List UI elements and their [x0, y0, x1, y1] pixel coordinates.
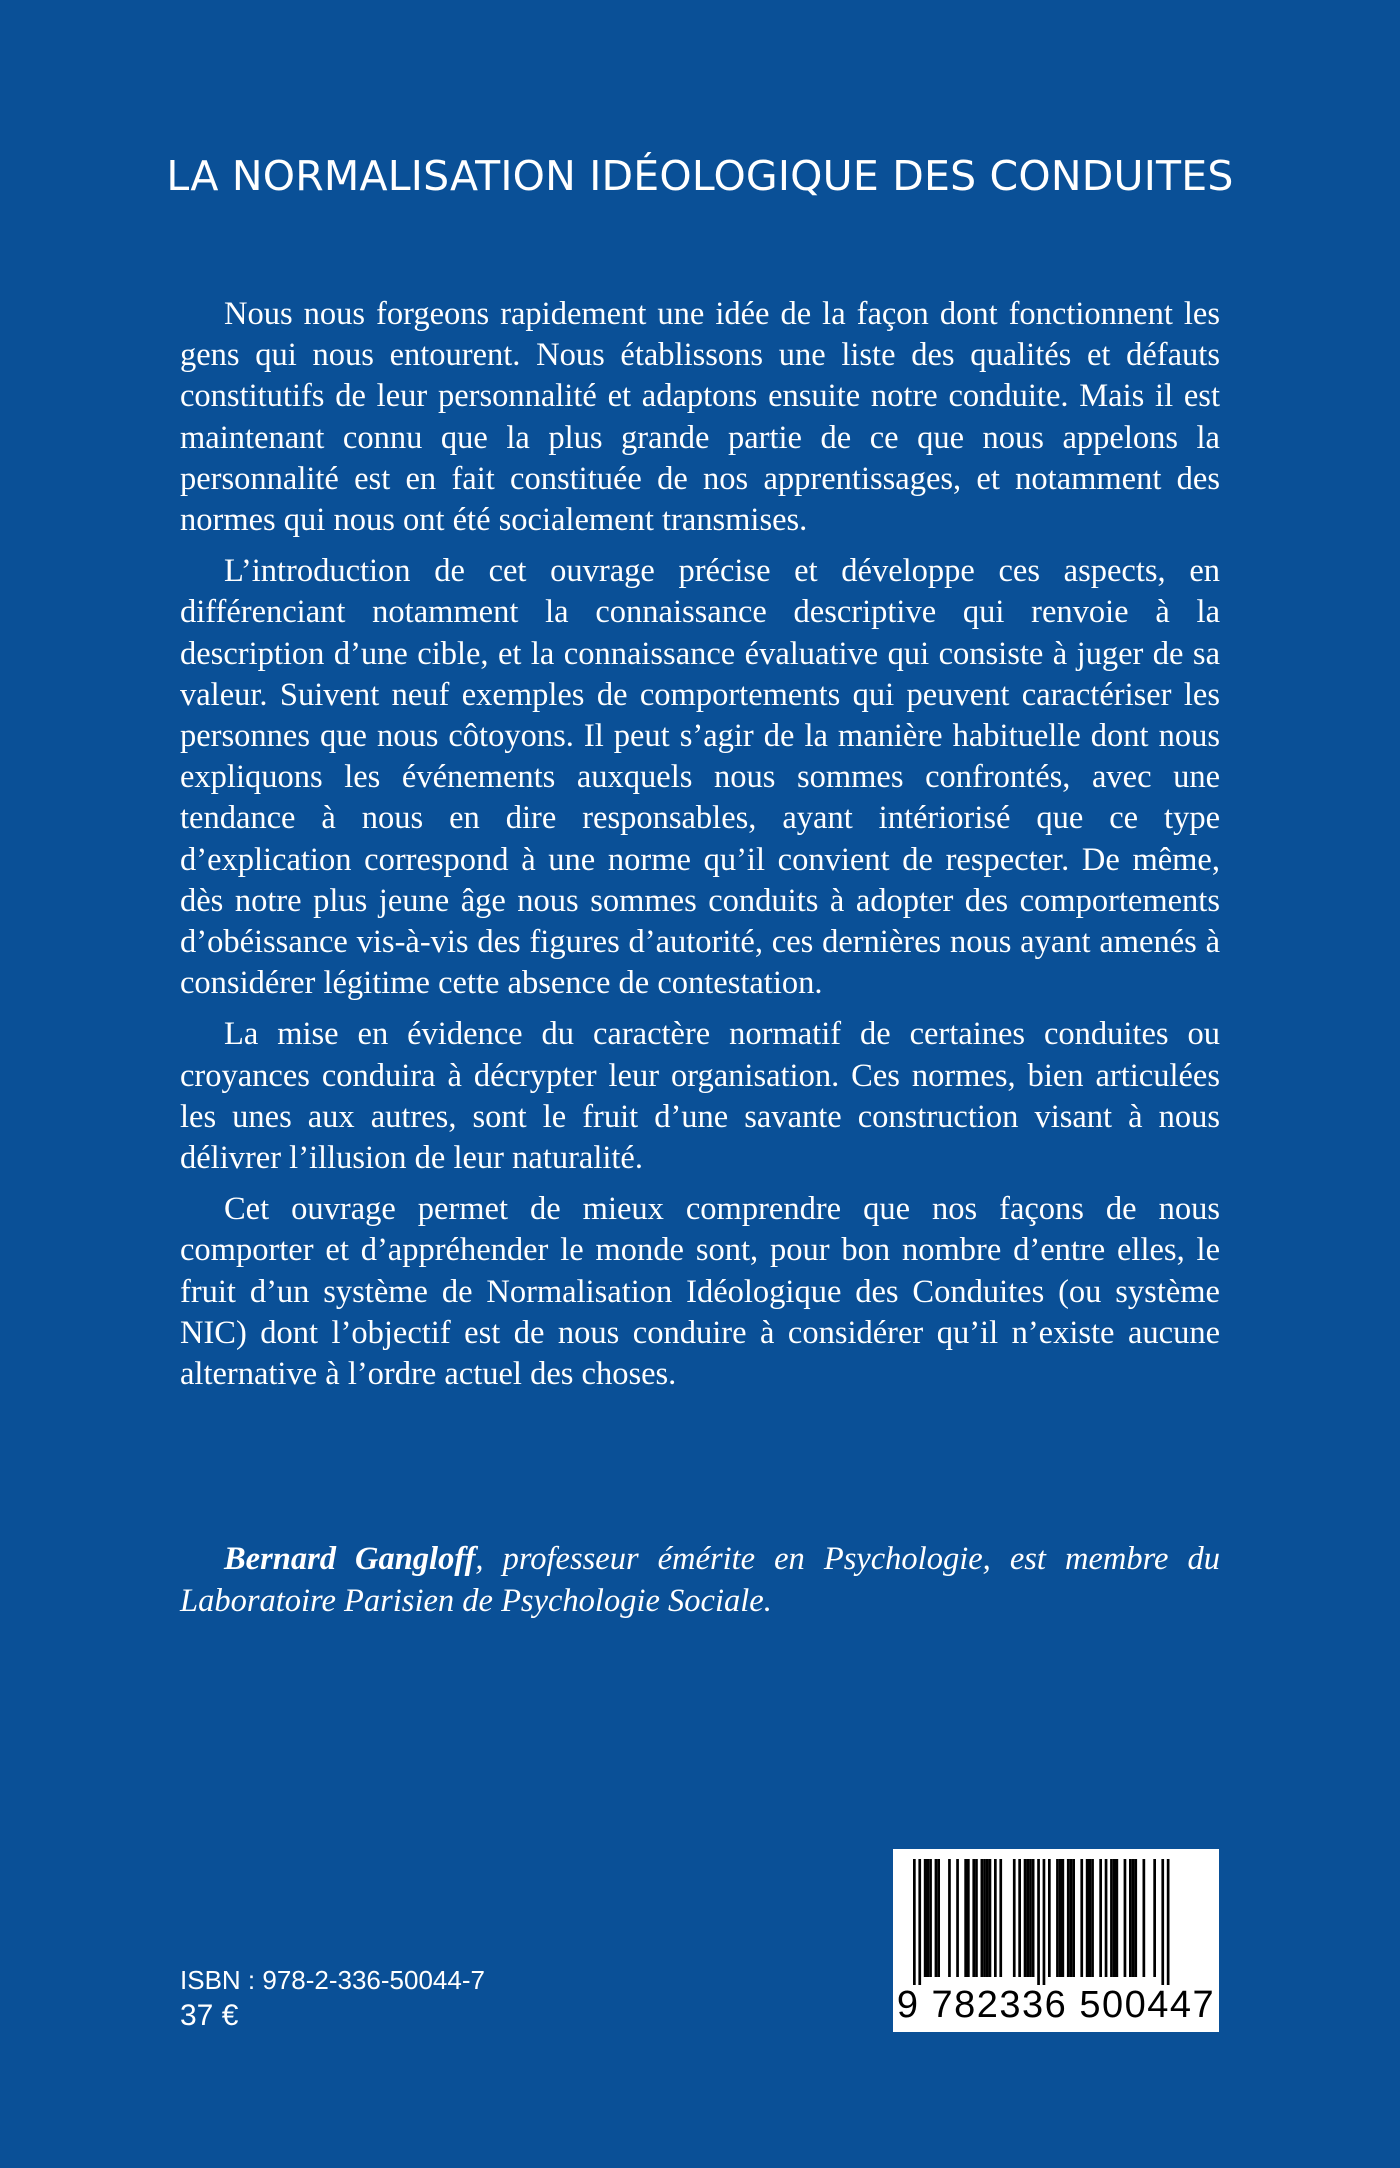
- barcode-bar: [1105, 1859, 1108, 1977]
- barcode-bar: [929, 1859, 932, 1977]
- barcode-bar: [981, 1859, 984, 1977]
- barcode-bar: [967, 1859, 970, 1977]
- isbn-label: ISBN : 978-2-336-50044-7: [180, 1965, 485, 1995]
- barcode-bar: [1043, 1859, 1046, 1985]
- author-bio: , professeur émérite en Psychologie, est membre du Laboratoire Parisien de Psychologie Sociale.: [180, 1541, 1221, 1619]
- barcode-bar: [1024, 1859, 1027, 1977]
- barcode-bar: [1080, 1859, 1083, 1977]
- barcode-bar: [1070, 1859, 1073, 1977]
- barcode-bar: [1110, 1859, 1113, 1977]
- barcode-bar: [1067, 1859, 1070, 1977]
- barcode-bar: [927, 1859, 930, 1977]
- barcode-bar: [948, 1859, 951, 1977]
- blurb-paragraph-4: Cet ouvrage permet de mieux comprendre que nos façons de nous comporter et d’appréhender le monde sont, pour bon nombre d’entre elles, le fruit d’un système de Normalisation Idéologique des Conduites (ou système NIC) dont l’objectif est de nous conduire à considérer qu’il n’existe aucune alternative à l’ordre actuel des choses.: [180, 1191, 1220, 1393]
- blurb-paragraph-2: L’introduction de cet ouvrage précise et développe ces aspects, en différenciant notamment la connaissance descriptive qui renvoie à la description d’une cible, et la connaissance évaluative qui consiste à juger de sa valeur. Suivent neuf exemples de comportements qui peuvent caractériser les personnes que nous côtoyons. Il peut s’agir de la manière habituelle dont nous expliquons les événements auxquels nous sommes confrontés, avec une tendance à nous en dire responsables, ayant intériorisé que ce type d’explication correspond à une norme qu’il convient de respecter. De même, dès notre plus jeune âge nous sommes conduits à adopter des comportements d’obéissance vis-à-vis des figures d’autorité, ces dernières nous ayant amenés à considérer légitime cette absence de contestation.: [180, 553, 1220, 1002]
- barcode-bar: [918, 1859, 921, 1985]
- barcode-bar: [1018, 1859, 1021, 1977]
- barcode-bar: [1032, 1859, 1035, 1977]
- barcode-bar: [975, 1859, 978, 1977]
- barcode-bar: [1132, 1859, 1135, 1977]
- barcode-bar: [1037, 1859, 1040, 1985]
- barcode-bar: [1089, 1859, 1092, 1977]
- barcode-bar: [1072, 1859, 1075, 1977]
- barcode-bar: [1013, 1859, 1016, 1977]
- barcode-bar: [1029, 1859, 1032, 1977]
- barcode-bar: [1086, 1859, 1089, 1977]
- barcode-bar: [1167, 1859, 1170, 1985]
- blurb: [180, 294, 1220, 1405]
- barcode-bar: [1026, 1859, 1029, 1977]
- barcode: [893, 1849, 1219, 2032]
- barcode-bar: [986, 1859, 989, 1977]
- barcode-bars: [893, 1849, 1219, 1989]
- author-note: [180, 1538, 1220, 1622]
- barcode-bar: [999, 1859, 1002, 1977]
- blurb-paragraph-1: Nous nous forgeons rapidement une idée de la façon dont fonctionnent les gens qui nous entourent. Nous établissons une liste des qualités et défauts constitutifs de leur personnalité et adaptons ensuite notre conduite. Mais il est maintenant connu que la plus grande partie de ce que nous appelons la personnalité est en fait constituée de nos apprentissages, et notamment des normes qui nous ont été socialement transmises.: [180, 296, 1220, 539]
- barcode-bar: [1153, 1859, 1156, 1977]
- barcode-bar: [989, 1859, 992, 1977]
- barcode-bar: [956, 1859, 959, 1977]
- barcode-bar: [1124, 1859, 1127, 1977]
- barcode-bar: [935, 1859, 938, 1977]
- barcode-bar: [972, 1859, 975, 1977]
- barcode-bar: [964, 1859, 967, 1977]
- barcode-bar: [1099, 1859, 1102, 1977]
- barcode-bar: [913, 1859, 916, 1985]
- barcode-bar: [924, 1859, 927, 1977]
- barcode-bar: [1062, 1859, 1065, 1977]
- author-name: Bernard Gangloff: [224, 1541, 476, 1577]
- barcode-bar: [1129, 1859, 1132, 1977]
- barcode-bar: [1161, 1859, 1164, 1985]
- barcode-bar: [1048, 1859, 1051, 1977]
- barcode-bar: [1116, 1859, 1119, 1977]
- barcode-bar: [983, 1859, 986, 1977]
- barcode-bar: [994, 1859, 997, 1977]
- blurb-paragraph-3: La mise en évidence du caractère normatif de certaines conduites ou croyances conduira à décrypter leur organisation. Ces normes, bien articulées les unes aux autres, sont le fruit d’une savante construction visant à nous délivrer l’illusion de leur naturalité.: [180, 1016, 1220, 1177]
- barcode-bar: [1143, 1859, 1146, 1977]
- barcode-bar: [937, 1859, 940, 1977]
- book-title: LA NORMALISATION IDÉOLOGIQUE DES CONDUITES: [166, 152, 1234, 200]
- barcode-digits: 9 782336 500447: [896, 1984, 1216, 2026]
- price-label: 37 €: [180, 1999, 239, 2032]
- barcode-bar: [1091, 1859, 1094, 1977]
- barcode-bar: [1056, 1859, 1059, 1977]
- barcode-bar: [1113, 1859, 1116, 1977]
- barcode-bar: [1059, 1859, 1062, 1977]
- barcode-bar: [1134, 1859, 1137, 1977]
